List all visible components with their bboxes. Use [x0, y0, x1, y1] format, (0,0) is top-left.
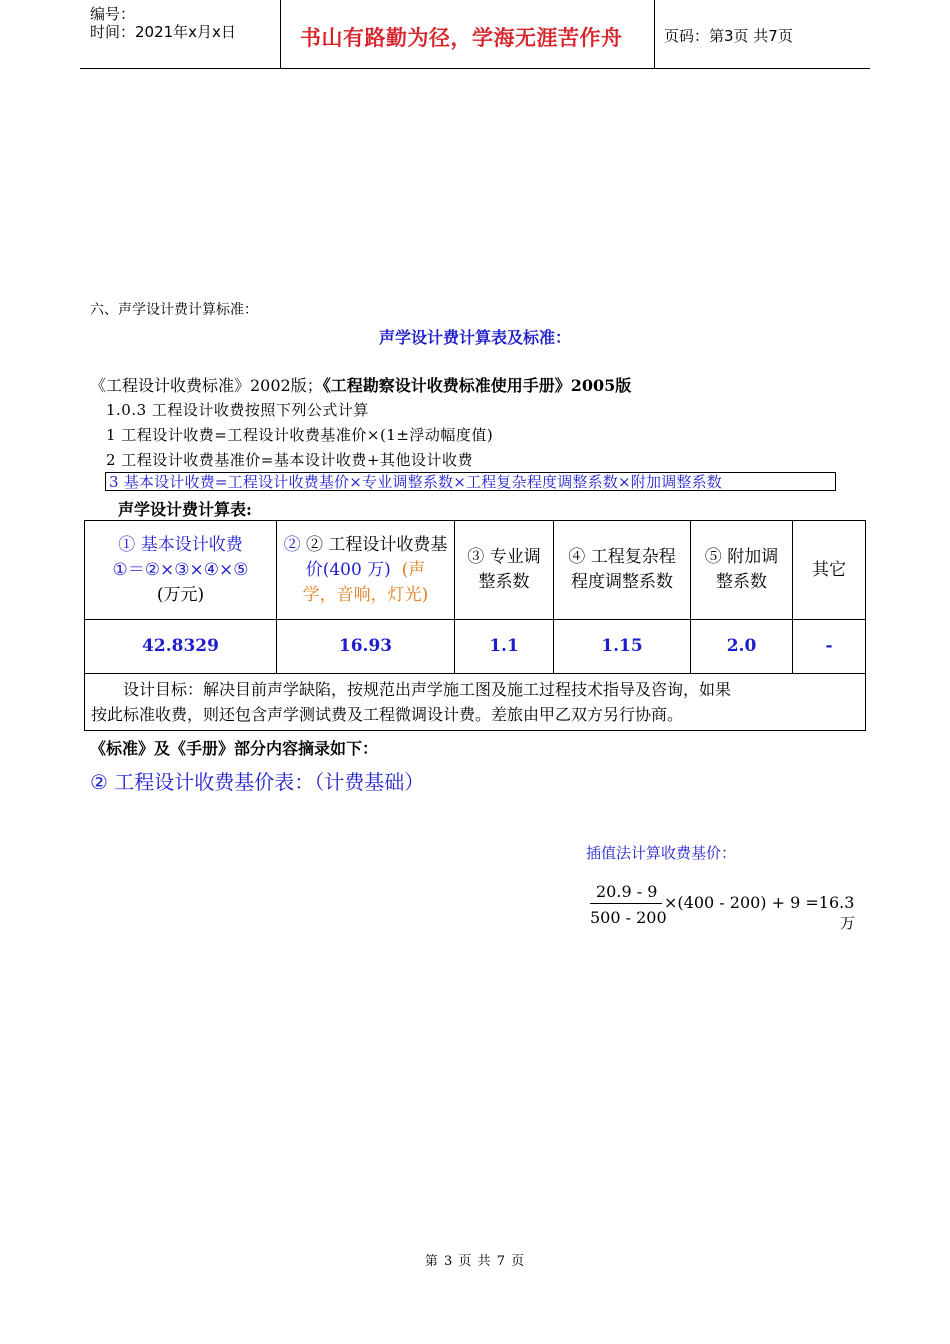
value-complexity-coef: 1.15 — [554, 620, 691, 674]
interpolation-expression: ×(400 - 200) + 9 =16.3 — [664, 893, 855, 912]
header-cell-additional-coef — [691, 521, 793, 620]
header-number-label: 编号： — [90, 5, 136, 23]
header-divider — [654, 0, 655, 68]
header-cell-text: (万元) — [156, 584, 205, 605]
fraction-denominator: 500 - 200 — [590, 908, 667, 927]
header-cell-text: 价(400 万) — [305, 559, 391, 580]
header-divider — [280, 0, 281, 68]
header-time: 时间：2021年x月x日 — [90, 23, 236, 41]
header-cell-text: 其它 — [812, 559, 846, 580]
value-base-price: 16.93 — [277, 620, 455, 674]
header-cell-text: 学，音响，灯光) — [302, 584, 429, 605]
page-footer: 第 3 页 共 7 页 — [424, 1254, 526, 1269]
design-goal-line: 设计目标：解决目前声学缺陷，按规范出声学施工图及施工过程技术指导及咨询，如果 — [91, 680, 732, 699]
header-cell-text: 整系数 — [716, 572, 767, 592]
value-basic-fee: 42.8329 — [85, 620, 277, 674]
fraction-numerator: 20.9 - 9 — [596, 882, 658, 901]
header-cell-text: (声 — [401, 559, 426, 580]
header-cell-text: ② ② 工程设计收费基 — [283, 534, 448, 555]
interpolation-label: 插值法计算收费基价： — [586, 844, 737, 862]
formula-2: 2 工程设计收费基准价=基本设计收费+其他设计收费 — [106, 451, 473, 469]
header-cell-text: ③ 专业调 — [467, 547, 541, 567]
header-cell-text: ① 基本设计收费 — [118, 534, 243, 555]
formula-1: 1 工程设计收费=工程设计收费基准价×(1±浮动幅度值) — [106, 426, 494, 444]
calc-table — [84, 520, 866, 731]
header-cell-other — [793, 521, 866, 620]
standard-reference-part2: 《工程勘察设计收费标准使用手册》2005版 — [322, 376, 632, 395]
header-cell-complexity-coef — [554, 521, 691, 620]
header-cell-text: ⑤ 附加调 — [704, 547, 779, 567]
header-cell-text: ④ 工程复杂程 — [568, 547, 676, 567]
value-specialty-coef: 1.1 — [455, 620, 554, 674]
value-additional-coef: 2.0 — [691, 620, 793, 674]
design-goal-line: 按此标准收费，则还包含声学测试费及工程微调设计费。差旅由甲乙双方另行协商。 — [91, 705, 684, 724]
design-goal-cell — [85, 674, 866, 731]
header-cell-text — [281, 558, 450, 583]
table-goal-row — [85, 674, 866, 731]
table-value-row — [85, 620, 866, 674]
header-cell-text: ①＝②×③×④×⑤ — [112, 559, 249, 580]
section-heading: 六、声学设计费计算标准： — [90, 302, 258, 318]
header-cell-basic-fee — [85, 521, 277, 620]
formula-heading: 1.0.3 工程设计收费按照下列公式计算 — [106, 401, 369, 419]
header-cell-text: ② 工程设计收费基 — [306, 534, 448, 555]
fraction-bar — [590, 903, 662, 904]
header-page-number: 页码：第3页 共7页 — [664, 27, 793, 45]
formula-3-boxed: 3 基本设计收费=工程设计收费基价×专业调整系数×工程复杂程度调整系数×附加调整系数 — [105, 472, 836, 491]
header-motto: 书山有路勤为径，学海无涯苦作舟 — [300, 26, 623, 50]
base-price-heading: ② 工程设计收费基价表：（计费基础） — [90, 770, 425, 794]
standard-reference — [90, 373, 631, 396]
table-caption: 声学设计费计算表: — [118, 500, 252, 519]
value-other: - — [793, 620, 866, 674]
document-title: 声学设计费计算表及标准： — [378, 328, 571, 347]
interpolation-unit: 万 — [840, 914, 856, 932]
header-cell-specialty-coef — [455, 521, 554, 620]
standard-reference-part1: 《工程设计收费标准》2002版； — [90, 376, 323, 395]
header-cell-text: 整系数 — [478, 572, 530, 592]
header-cell-text: 程度调整系数 — [571, 572, 673, 592]
excerpt-heading: 《标准》及《手册》部分内容摘录如下： — [90, 739, 379, 758]
table-header-row — [85, 521, 866, 620]
header-cell-base-price — [277, 521, 455, 620]
